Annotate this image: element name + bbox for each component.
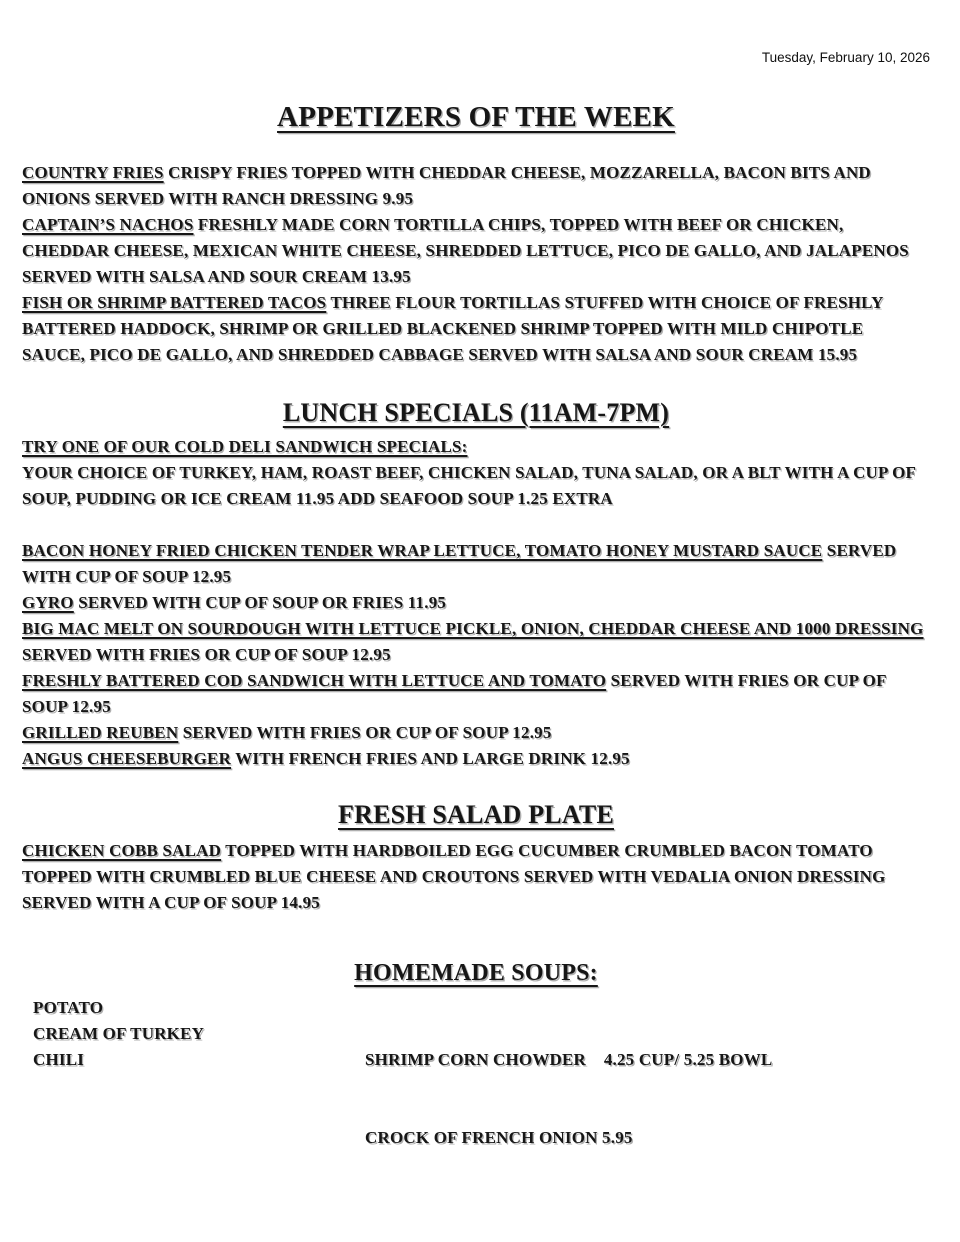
item-name: FISH OR SHRIMP BATTERED TACOS [22, 293, 327, 312]
item-name: ANGUS CHEESEBURGER [22, 749, 232, 768]
soup-item-cream-of-turkey: CREAM OF TURKEY [33, 1024, 205, 1043]
menu-item-gyro [22, 590, 930, 616]
item-name: TRY ONE OF OUR COLD DELI SANDWICH SPECIALS: [22, 437, 468, 456]
section-title-lunch-specials [22, 398, 930, 428]
menu-item-big-mac-melt [22, 616, 930, 668]
item-desc: SERVED WITH FRIES OR CUP OF SOUP 12.95 [178, 723, 552, 742]
menu-item-chicken-tender-wrap [22, 538, 930, 590]
item-name: FRESHLY BATTERED COD SANDWICH WITH LETTUCE AND TOMATO [22, 671, 607, 690]
menu-item-deli-sandwich-desc [22, 460, 930, 512]
menu-body [22, 101, 930, 1203]
item-name: GYRO [22, 593, 74, 612]
document-date: Tuesday, February 10, 2026 [761, 50, 930, 65]
item-desc: CRISPY FRIES TOPPED WITH CHEDDAR CHEESE, MOZZARELLA, BACON BITS AND ONIONS SERVED WITH RANCH DRESSING 9.95 [22, 163, 871, 208]
item-desc: TOPPED WITH HARDBOILED EGG CUCUMBER CRUMBLED BACON TOMATO TOPPED WITH CRUMBLED BLUE CHEESE AND CROUTONS SERVED WITH VEDALIA ONION DRESSING SERVED WITH A CUP OF SOUP 14.95 [22, 841, 886, 912]
section-title-text: LUNCH SPECIALS (11AM-7PM) [282, 398, 670, 427]
item-desc: FRESHLY MADE CORN TORTILLA CHIPS, TOPPED WITH BEEF OR CHICKEN, CHEDDAR CHEESE, MEXICAN WHITE CHEESE, SHREDDED LETTUCE, PICO DE GALLO, AND JALAPENOS SERVED WITH SALSA AND SOUR CREAM 13.95 [22, 215, 909, 286]
menu-item-chicken-cobb-salad [22, 838, 930, 916]
section-title-text: APPETIZERS OF THE WEEK [277, 101, 675, 133]
item-desc: THREE FLOUR TORTILLAS STUFFED WITH CHOICE OF FRESHLY BATTERED HADDOCK, SHRIMP OR GRILLED BLACKENED SHRIMP TOPPED WITH MILD CHIPOTLE SAUCE, PICO DE GALLO, AND SHREDDED CABBAGE SERVED WITH SALSA AND SOUR CREAM 15.95 [22, 293, 883, 364]
item-desc: SERVED WITH FRIES OR CUP OF SOUP 12.95 [22, 671, 887, 716]
item-desc: SERVED WITH CUP OF SOUP OR FRIES 11.95 [73, 593, 447, 612]
item-name: CHICKEN COBB SALAD [22, 841, 222, 860]
soup-item-shrimp-corn-chowder: SHRIMP CORN CHOWDER 4.25 CUP/ 5.25 BOWL [365, 1050, 773, 1069]
item-name: GRILLED REUBEN [22, 723, 179, 742]
soup-item-potato: POTATO [33, 998, 104, 1017]
soups-left-column [33, 995, 365, 1203]
menu-item-cod-sandwich [22, 668, 930, 720]
menu-item-country-fries [22, 160, 930, 212]
section-title-homemade-soups [22, 960, 930, 987]
item-name: CAPTAIN’S NACHOS [22, 215, 194, 234]
soup-item-crock-french-onion: CROCK OF FRENCH ONION 5.95 [365, 1128, 633, 1147]
section-title-text: FRESH SALAD PLATE [338, 800, 614, 829]
menu-item-captains-nachos [22, 212, 930, 290]
item-name: BACON HONEY FRIED CHICKEN TENDER WRAP LETTUCE, TOMATO HONEY MUSTARD SAUCE [22, 541, 823, 560]
soup-item-chili: CHILI [33, 1050, 85, 1069]
menu-item-angus-cheeseburger [22, 746, 930, 772]
section-title-fresh-salad [22, 800, 930, 830]
item-desc: SERVED WITH FRIES OR CUP OF SOUP 12.95 [22, 645, 391, 664]
soups-columns [22, 995, 930, 1203]
item-desc: YOUR CHOICE OF TURKEY, HAM, ROAST BEEF, CHICKEN SALAD, TUNA SALAD, OR A BLT WITH A CUP OF SOUP, PUDDING OR ICE CREAM 11.95 ADD SEAFOOD SOUP 1.25 EXTRA [22, 463, 916, 508]
menu-item-grilled-reuben [22, 720, 930, 746]
section-title-text: HOMEMADE SOUPS: [354, 960, 598, 986]
section-title-appetizers [22, 101, 930, 134]
soups-right-column [365, 995, 930, 1203]
item-desc: SERVED WITH CUP OF SOUP 12.95 [22, 541, 897, 586]
menu-item-deli-sandwich-intro [22, 434, 930, 460]
menu-item-fish-shrimp-tacos [22, 290, 930, 368]
item-name: BIG MAC MELT ON SOURDOUGH WITH LETTUCE PICKLE, ONION, CHEDDAR CHEESE AND 1000 DRESSING [22, 619, 924, 638]
item-desc: WITH FRENCH FRIES AND LARGE DRINK 12.95 [231, 749, 630, 768]
item-name: COUNTRY FRIES [22, 163, 164, 182]
